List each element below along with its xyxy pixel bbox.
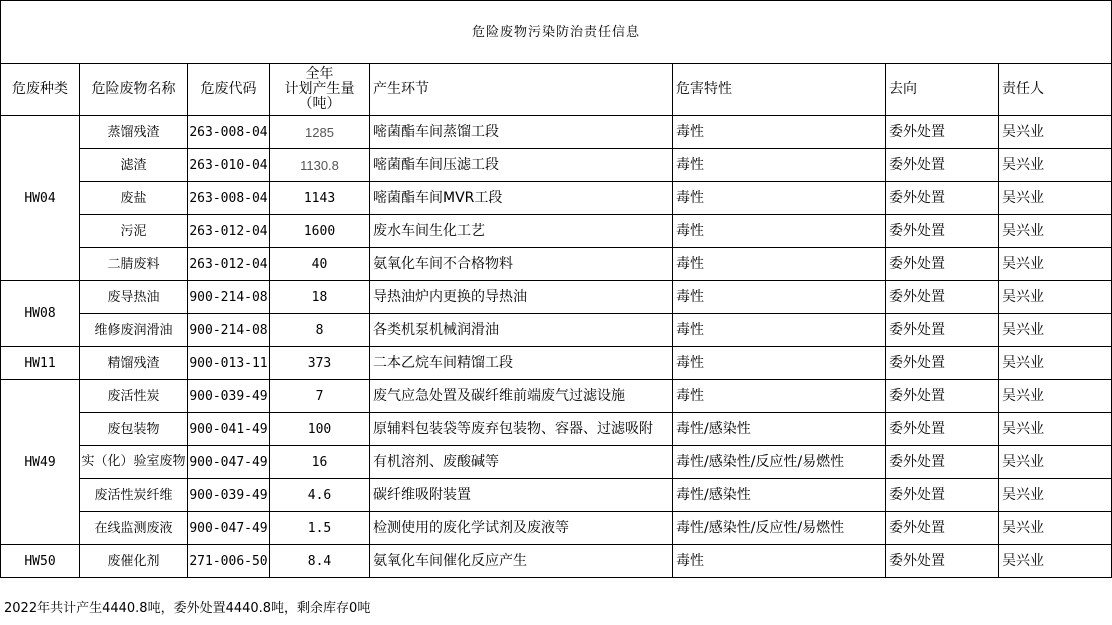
waste-responsible: 吴兴业: [999, 479, 1112, 512]
waste-destination: 委外处置: [886, 248, 999, 281]
waste-name: 废包装物: [80, 413, 188, 446]
table-row: [1, 248, 1112, 281]
waste-name: 维修废润滑油: [80, 314, 188, 347]
waste-quantity: 1600: [270, 215, 370, 248]
category-cell: HW50: [1, 545, 80, 578]
header-code: 危废代码: [188, 64, 270, 116]
table-row: [1, 446, 1112, 479]
waste-code: 900-214-08: [188, 281, 270, 314]
waste-destination: 委外处置: [886, 149, 999, 182]
waste-responsible: 吴兴业: [999, 512, 1112, 545]
waste-hazard: 毒性: [673, 182, 886, 215]
waste-hazard: 毒性: [673, 347, 886, 380]
waste-responsible: 吴兴业: [999, 545, 1112, 578]
table-row: [1, 182, 1112, 215]
waste-code: 900-039-49: [188, 479, 270, 512]
waste-hazard: 毒性/感染性/反应性/易燃性: [673, 512, 886, 545]
waste-name: 废导热油: [80, 281, 188, 314]
waste-responsible: 吴兴业: [999, 281, 1112, 314]
waste-quantity: 1.5: [270, 512, 370, 545]
waste-name: 蒸馏残渣: [80, 116, 188, 149]
waste-code: 900-047-49: [188, 512, 270, 545]
waste-name: 实（化）验室废物: [80, 446, 188, 479]
waste-destination: 委外处置: [886, 446, 999, 479]
table-row: [1, 281, 1112, 314]
waste-hazard: 毒性/感染性: [673, 479, 886, 512]
page-title: 危险废物污染防治责任信息: [1, 1, 1112, 64]
waste-responsible: 吴兴业: [999, 116, 1112, 149]
table-row: [1, 314, 1112, 347]
waste-hazard: 毒性: [673, 545, 886, 578]
waste-destination: 委外处置: [886, 281, 999, 314]
header-responsible: 责任人: [999, 64, 1112, 116]
waste-responsible: 吴兴业: [999, 248, 1112, 281]
table-row: [1, 479, 1112, 512]
waste-quantity: 1285: [270, 116, 370, 149]
header-category: 危废种类: [1, 64, 80, 116]
waste-quantity: 373: [270, 347, 370, 380]
header-hazard: 危害特性: [673, 64, 886, 116]
waste-hazard: 毒性: [673, 281, 886, 314]
waste-code: 263-008-04: [188, 182, 270, 215]
category-cell: HW04: [1, 116, 80, 281]
header-process: 产生环节: [370, 64, 673, 116]
header-quantity: [270, 64, 370, 116]
category-cell: HW11: [1, 347, 80, 380]
waste-quantity: 1130.8: [270, 149, 370, 182]
waste-code: 900-039-49: [188, 380, 270, 413]
waste-quantity: 100: [270, 413, 370, 446]
waste-process: 嘧菌酯车间压滤工段: [370, 149, 673, 182]
waste-process: 原辅料包装袋等废弃包装物、容器、过滤吸附: [370, 413, 673, 446]
waste-responsible: 吴兴业: [999, 413, 1112, 446]
waste-quantity: 1143: [270, 182, 370, 215]
waste-destination: 委外处置: [886, 380, 999, 413]
waste-name: 精馏残渣: [80, 347, 188, 380]
waste-quantity: 8: [270, 314, 370, 347]
waste-name: 滤渣: [80, 149, 188, 182]
waste-process: 检测使用的废化学试剂及废液等: [370, 512, 673, 545]
waste-responsible: 吴兴业: [999, 446, 1112, 479]
waste-code: 263-012-04: [188, 215, 270, 248]
waste-destination: 委外处置: [886, 215, 999, 248]
waste-process: 有机溶剂、废酸碱等: [370, 446, 673, 479]
waste-process: 导热油炉内更换的导热油: [370, 281, 673, 314]
waste-hazard: 毒性/感染性: [673, 413, 886, 446]
waste-responsible: 吴兴业: [999, 380, 1112, 413]
waste-responsible: 吴兴业: [999, 215, 1112, 248]
waste-destination: 委外处置: [886, 545, 999, 578]
waste-process: 二本乙烷车间精馏工段: [370, 347, 673, 380]
table-row: [1, 413, 1112, 446]
waste-hazard: 毒性: [673, 248, 886, 281]
table-row: [1, 512, 1112, 545]
header-name: 危险废物名称: [80, 64, 188, 116]
waste-quantity: 8.4: [270, 545, 370, 578]
waste-code: 900-041-49: [188, 413, 270, 446]
table-row: [1, 149, 1112, 182]
waste-hazard: 毒性: [673, 380, 886, 413]
waste-quantity: 4.6: [270, 479, 370, 512]
waste-process: 氨氧化车间不合格物料: [370, 248, 673, 281]
waste-hazard: 毒性: [673, 149, 886, 182]
waste-process: 各类机泵机械润滑油: [370, 314, 673, 347]
waste-name: 废活性炭: [80, 380, 188, 413]
waste-destination: 委外处置: [886, 182, 999, 215]
waste-process: 废水车间生化工艺: [370, 215, 673, 248]
waste-process: 氨氧化车间催化反应产生: [370, 545, 673, 578]
table-row: [1, 347, 1112, 380]
header-destination: 去向: [886, 64, 999, 116]
waste-code: 263-010-04: [188, 149, 270, 182]
category-cell: HW49: [1, 380, 80, 545]
waste-hazard: 毒性: [673, 314, 886, 347]
waste-destination: 委外处置: [886, 479, 999, 512]
waste-hazard: 毒性: [673, 215, 886, 248]
summary-footer: 2022年共计产生4440.8吨，委外处置4440.8吨，剩余库存0吨: [4, 601, 371, 616]
waste-name: 废活性炭纤维: [80, 479, 188, 512]
waste-destination: 委外处置: [886, 116, 999, 149]
table-row: [1, 116, 1112, 149]
waste-code: 900-013-11: [188, 347, 270, 380]
waste-code: 900-214-08: [188, 314, 270, 347]
table-row: [1, 545, 1112, 578]
header-quantity-line1: 全年: [305, 66, 334, 82]
table-row: [1, 380, 1112, 413]
waste-name: 在线监测废液: [80, 512, 188, 545]
waste-responsible: 吴兴业: [999, 182, 1112, 215]
waste-name: 废盐: [80, 182, 188, 215]
waste-name: 污泥: [80, 215, 188, 248]
waste-name: 二腈废料: [80, 248, 188, 281]
waste-destination: 委外处置: [886, 347, 999, 380]
waste-destination: 委外处置: [886, 512, 999, 545]
waste-process: 废气应急处置及碳纤维前端废气过滤设施: [370, 380, 673, 413]
waste-code: 271-006-50: [188, 545, 270, 578]
waste-quantity: 7: [270, 380, 370, 413]
waste-process: 碳纤维吸附装置: [370, 479, 673, 512]
header-row: [1, 64, 1112, 116]
waste-code: 900-047-49: [188, 446, 270, 479]
waste-hazard: 毒性/感染性/反应性/易燃性: [673, 446, 886, 479]
waste-quantity: 16: [270, 446, 370, 479]
waste-process: 嘧菌酯车间MVR工段: [370, 182, 673, 215]
waste-name: 废催化剂: [80, 545, 188, 578]
waste-quantity: 18: [270, 281, 370, 314]
waste-quantity: 40: [270, 248, 370, 281]
waste-responsible: 吴兴业: [999, 347, 1112, 380]
waste-responsible: 吴兴业: [999, 314, 1112, 347]
waste-responsible: 吴兴业: [999, 149, 1112, 182]
category-cell: HW08: [1, 281, 80, 347]
waste-hazard: 毒性: [673, 116, 886, 149]
header-quantity-line3: （吨）: [298, 96, 341, 112]
table-row: [1, 215, 1112, 248]
waste-code: 263-012-04: [188, 248, 270, 281]
waste-destination: 委外处置: [886, 413, 999, 446]
waste-code: 263-008-04: [188, 116, 270, 149]
waste-process: 嘧菌酯车间蒸馏工段: [370, 116, 673, 149]
waste-destination: 委外处置: [886, 314, 999, 347]
header-quantity-line2: 计划产生量: [284, 81, 355, 97]
